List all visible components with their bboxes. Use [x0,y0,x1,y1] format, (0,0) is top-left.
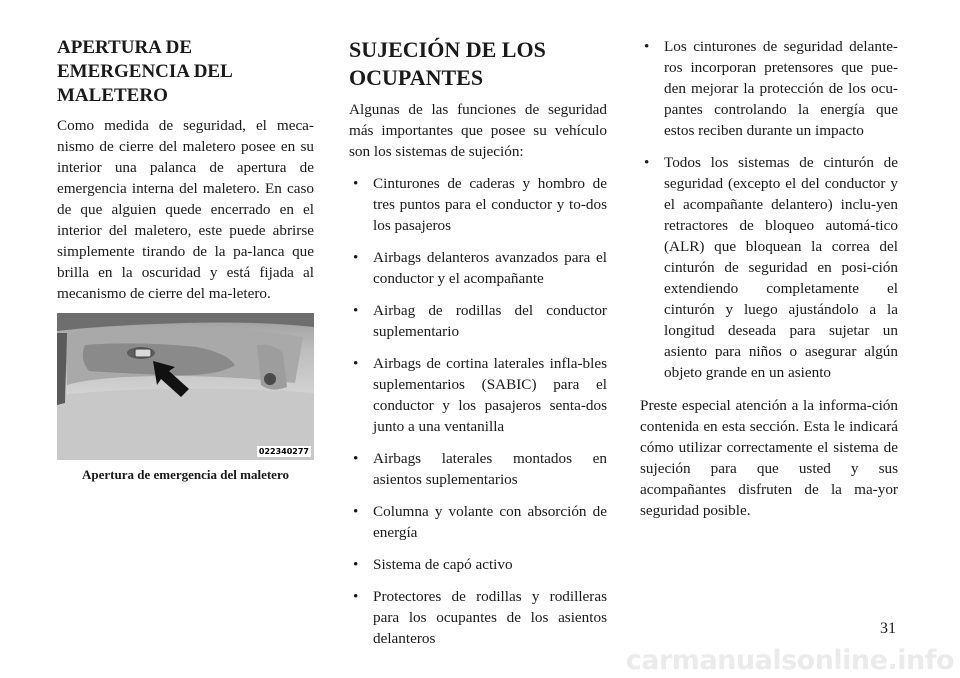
list-item-text: Airbags delanteros avanzados para el conductor y el acompañante [373,249,607,287]
list-item [349,448,607,490]
list-item [349,247,607,289]
list-item-text: Los cinturones de seguridad delante-ros incorporan pretensores que pue-den mejorar la protección de los ocu-pantes controlando la energía que estos reciben durante un impacto [664,38,898,139]
left-column [57,36,314,483]
bullet-icon: • [644,154,650,171]
section-heading-maletero: APERTURA DE EMERGENCIA DEL MALETERO [57,37,232,106]
list-item [640,152,898,383]
bullet-icon: • [353,355,359,372]
list-item [349,501,607,543]
bullet-icon: • [353,450,359,467]
sujecion-intro: Algunas de las funciones de seguridad más importantes que posee su vehículo son los sistemas de sujeción: [349,101,607,160]
bullet-icon: • [353,556,359,573]
list-item [349,353,607,437]
restraint-list-continued [640,36,898,383]
right-column [640,36,898,521]
trunk-release-figure [57,313,314,460]
list-item-text: Airbags laterales montados en asientos suplementarios [373,450,607,488]
list-item [640,36,898,141]
bullet-icon: • [353,588,359,605]
attention-paragraph: Preste especial atención a la informa-ción contenida en esta sección. Esta le indicará cómo utilizar correctamente el sistema de sujeción para que usted y sus acompañantes disfruten de la ma-yor seguridad posible. [640,397,898,519]
section-heading-sujecion: SUJECIÓN DE LOS OCUPANTES [349,37,546,90]
list-item-text: Airbags de cortina laterales infla-bles suplementarios (SABIC) para el conductor y los pasajeros senta-dos junto a una ventanilla [373,355,607,435]
list-item-text: Todos los sistemas de cinturón de seguridad (excepto el del conductor y el acompañante delantero) inclu-yen retractores de bloqueo automá-tico (ALR) que bloquean la correa del cinturón de seguridad en posi-ción extendiendo completamente el cinturón y luego ajustándolo a la longitud deseada para sujetar un asiento para niños o asegurar algún objeto grande en un asiento [664,154,898,381]
bullet-icon: • [353,249,359,266]
list-item [349,300,607,342]
restraint-list [349,173,607,649]
watermark: carmanualsonline.info [625,645,954,676]
page-number: 31 [880,620,896,637]
bullet-icon: • [353,503,359,520]
bullet-icon: • [353,302,359,319]
list-item [349,554,607,575]
list-item-text: Protectores de rodillas y rodilleras para los ocupantes de los asientos delanteros [373,588,607,647]
bullet-icon: • [644,38,650,55]
list-item [349,586,607,649]
middle-column [349,36,607,649]
list-item-text: Airbag de rodillas del conductor suplementario [373,302,607,340]
list-item-text: Sistema de capó activo [373,556,513,573]
maletero-paragraph: Como medida de seguridad, el meca-nismo de cierre del maletero posee en su interior una palanca de apertura de emergencia interna del maletero. En caso de que alguien quede encerrado en el interior del maletero, este puede abrirse simplemente tirando de la pa-lanca que brilla en la oscuridad y está fijada al mecanismo de cierre del ma-letero. [57,117,314,302]
list-item-text: Cinturones de caderas y hombro de tres puntos para el conductor y to-dos los pasajeros [373,175,607,234]
figure-caption: Apertura de emergencia del maletero [82,467,289,482]
bullet-icon: • [353,175,359,192]
trunk-lid-illustration [57,313,314,460]
list-item [349,173,607,236]
figure-code: 022340277 [258,447,309,456]
list-item-text: Columna y volante con absorción de energía [373,503,607,541]
